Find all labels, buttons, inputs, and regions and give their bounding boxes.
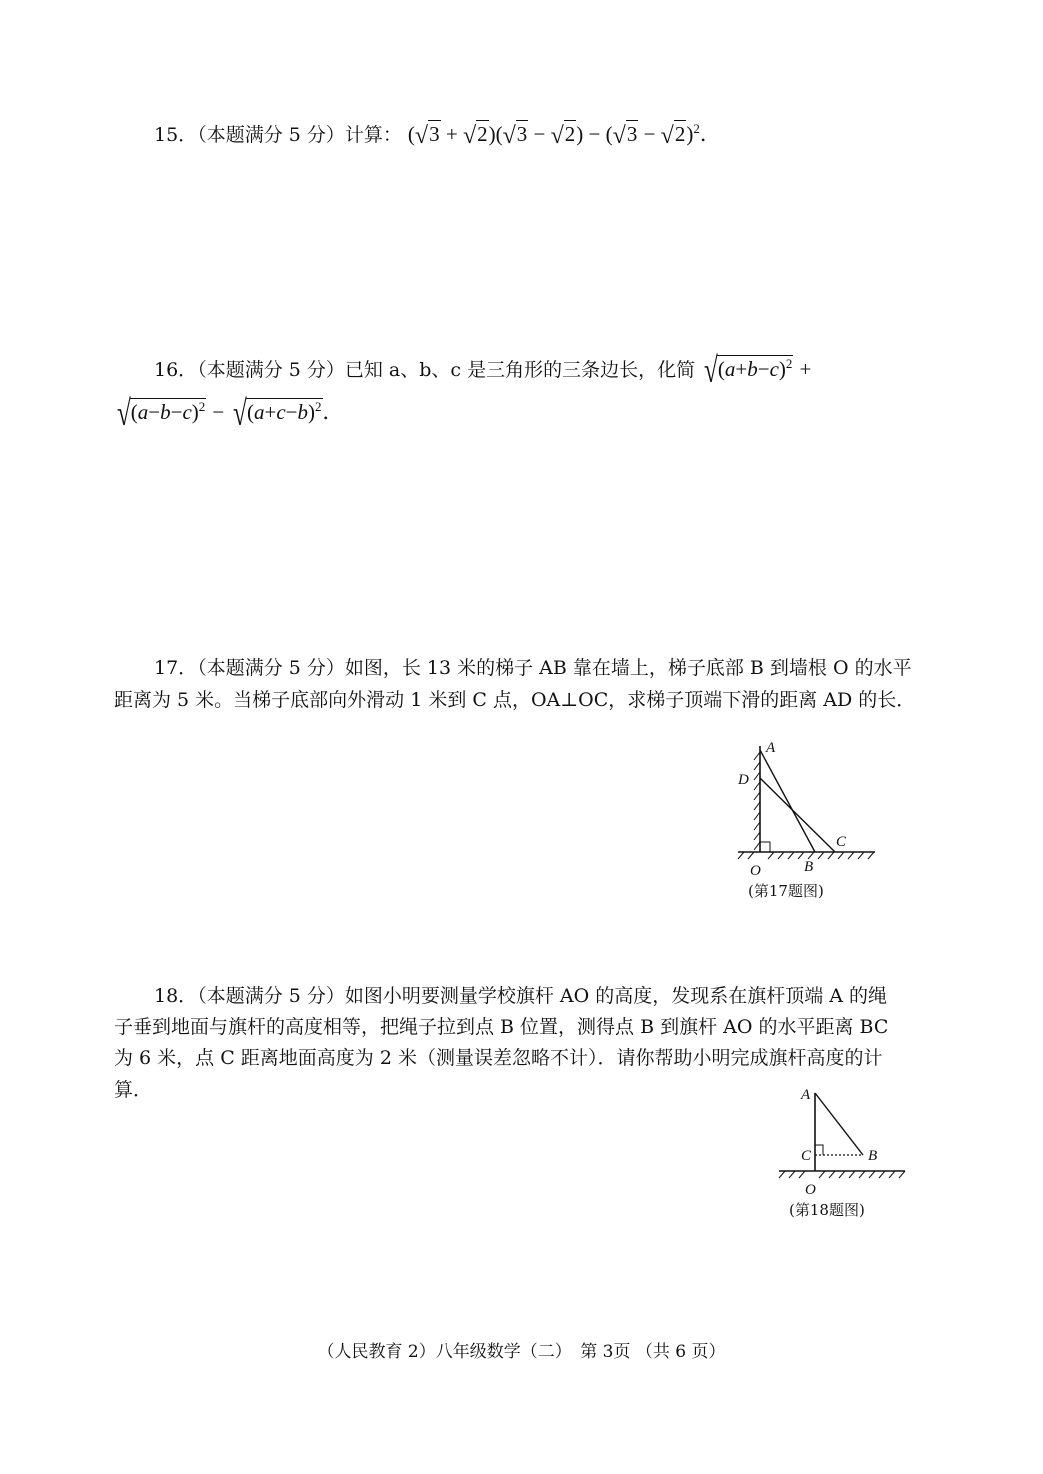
q18-line2: 子垂到地面与旗杆的高度相等，把绳子拉到点 B 位置，测得点 B 到旗杆 AO 的水平距离 BC xyxy=(114,1016,889,1038)
question-18-line3 xyxy=(114,1045,882,1071)
q18-score: （本题满分 5 分） xyxy=(197,985,345,1007)
q16-radical-2: $√(a-b-c)^2$ xyxy=(116,393,206,433)
q17-line2: 距离为 5 米。当梯子底部向外滑动 1 米到 C 点，OA⊥OC，求梯子顶端下滑的距离 AD 的长． xyxy=(114,689,916,711)
q15-expression: $(√3 + √2)(√3 - √2) - (√3 - √2)^2$． xyxy=(407,121,721,149)
question-18-line1 xyxy=(154,983,887,1009)
q17-score: （本题满分 5 分） xyxy=(197,657,345,679)
figure-17-diagram xyxy=(730,738,880,878)
q18-line1: 如图小明要测量学校旗杆 AO 的高度，发现系在旗杆顶端 A 的绳 xyxy=(344,985,888,1007)
q16-text: 已知 a、b、c 是三角形的三条边长，化简 xyxy=(344,359,696,381)
q18-line3: 为 6 米，点 C 距离地面高度为 2 米（测量误差忽略不计）．请你帮助小明完成旗杆高度的计 xyxy=(114,1047,883,1069)
figure-18 xyxy=(775,1083,915,1223)
fig18-label-o: O xyxy=(805,1182,816,1198)
question-17-line1 xyxy=(154,655,912,681)
question-18-line4 xyxy=(114,1077,152,1103)
q17-line1: 如图，长 13 米的梯子 AB 靠在墙上，梯子底部 B 到墙根 O 的水平 xyxy=(344,657,912,679)
question-18-line2 xyxy=(114,1014,888,1040)
figure-17 xyxy=(730,738,880,908)
q16-radical-1: $√(a+b-c)^2$ xyxy=(704,350,793,390)
question-16-line1: 16．（本题满分 5 分）已知 a、b、c 是三角形的三条边长，化简 $√(a+b-c)^2$ + xyxy=(154,350,812,390)
q16-score: （本题满分 5 分） xyxy=(197,359,345,381)
q15-lead: 计算： xyxy=(344,124,402,146)
q16-radical-3: $√(a+c-b)^2$ xyxy=(233,393,322,433)
fig18-label-b: B xyxy=(868,1148,878,1164)
fig17-label-a: A xyxy=(766,740,776,756)
fig18-label-c: C xyxy=(801,1148,812,1164)
q17-number: 17． xyxy=(154,657,198,679)
figure-18-caption: (第18题图) xyxy=(789,1201,865,1219)
q18-number: 18． xyxy=(154,985,198,1007)
fig17-label-c: C xyxy=(836,834,847,850)
question-17-line2 xyxy=(114,687,915,713)
question-15 xyxy=(154,120,721,149)
q15-score: （本题满分 5 分） xyxy=(197,124,345,146)
question-16-line2: $√(a-b-c)^2 - √(a+c-b)^2$． xyxy=(114,398,344,426)
fig17-label-d: D xyxy=(738,772,749,788)
fig18-label-a: A xyxy=(801,1087,811,1103)
fig17-label-o: O xyxy=(750,863,761,878)
page-footer: （人民教育 2）八年级数学（二） 第 3页 （共 6 页） xyxy=(317,1342,726,1362)
fig17-label-b: B xyxy=(804,859,814,875)
q16-number: 16． xyxy=(154,359,198,381)
figure-17-caption: (第17题图) xyxy=(748,882,824,900)
figure-18-diagram xyxy=(775,1083,915,1198)
q15-number: 15． xyxy=(154,124,198,146)
q18-line4: 算． xyxy=(114,1079,153,1101)
